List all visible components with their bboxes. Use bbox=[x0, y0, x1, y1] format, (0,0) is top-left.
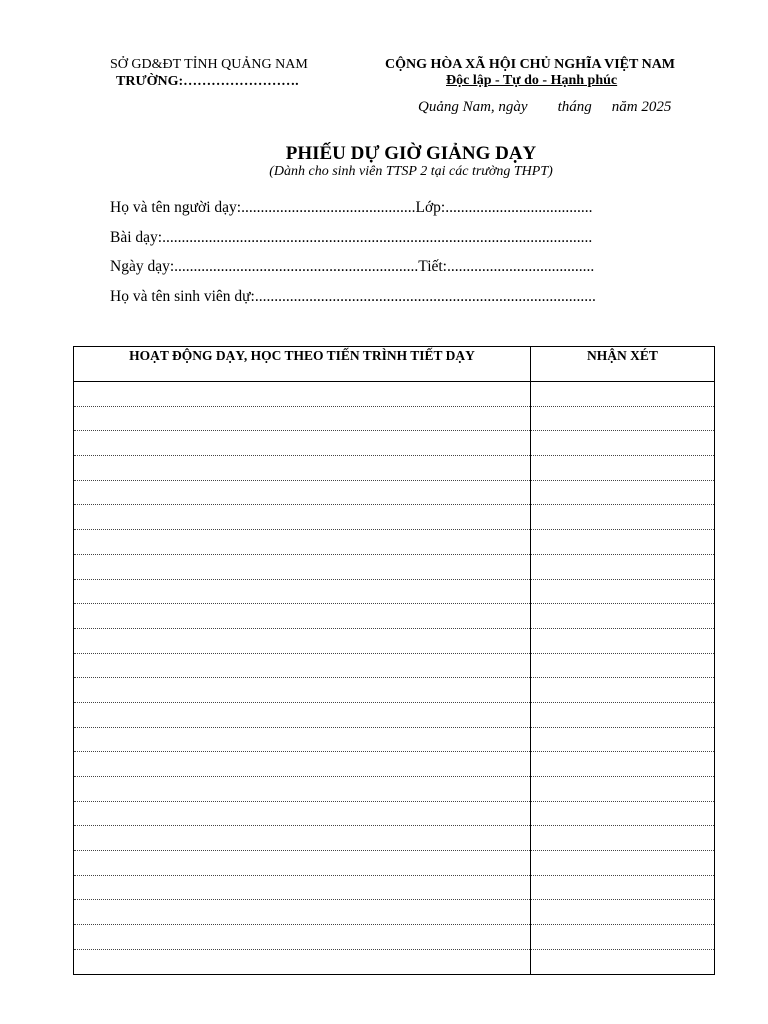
table-row bbox=[74, 777, 715, 802]
national-motto: Độc lập - Tự do - Hạnh phúc bbox=[446, 73, 618, 88]
comment-cell[interactable] bbox=[531, 826, 715, 851]
form-subtitle: (Dành cho sinh viên TTSP 2 tại các trường THPT) bbox=[269, 164, 553, 179]
date-line bbox=[418, 99, 671, 116]
activity-cell[interactable] bbox=[74, 505, 531, 530]
comment-cell[interactable] bbox=[531, 406, 715, 431]
period-field: Tiết:...................................... bbox=[418, 258, 595, 275]
table-header-row bbox=[74, 347, 715, 382]
comment-cell[interactable] bbox=[531, 900, 715, 925]
activity-cell[interactable] bbox=[74, 826, 531, 851]
table-row bbox=[74, 875, 715, 900]
table-row bbox=[74, 406, 715, 431]
activity-cell[interactable] bbox=[74, 653, 531, 678]
comment-cell[interactable] bbox=[531, 456, 715, 481]
table-row bbox=[74, 579, 715, 604]
table-row bbox=[74, 653, 715, 678]
table-row bbox=[74, 925, 715, 950]
date-field: Ngày dạy:............................................................... bbox=[110, 258, 419, 275]
nation-heading: CỘNG HÒA XÃ HỘI CHỦ NGHĨA VIỆT NAM bbox=[385, 57, 676, 72]
activity-cell[interactable] bbox=[74, 406, 531, 431]
teacher-field: Họ và tên người dạy:............................................. bbox=[110, 199, 416, 216]
activity-cell[interactable] bbox=[74, 604, 531, 629]
comment-cell[interactable] bbox=[531, 604, 715, 629]
comment-cell[interactable] bbox=[531, 801, 715, 826]
table-row bbox=[74, 727, 715, 752]
comment-cell[interactable] bbox=[531, 579, 715, 604]
activity-cell[interactable] bbox=[74, 382, 531, 407]
activity-cell[interactable] bbox=[74, 431, 531, 456]
comment-cell[interactable] bbox=[531, 530, 715, 555]
table-row bbox=[74, 752, 715, 777]
date-month: tháng bbox=[557, 99, 592, 115]
table-row bbox=[74, 431, 715, 456]
table-row bbox=[74, 554, 715, 579]
lesson-field: Bài dạy:............................................................................................................... bbox=[110, 229, 593, 246]
activity-cell[interactable] bbox=[74, 678, 531, 703]
comment-cell[interactable] bbox=[531, 505, 715, 530]
comment-cell[interactable] bbox=[531, 554, 715, 579]
activity-cell[interactable] bbox=[74, 628, 531, 653]
activity-cell[interactable] bbox=[74, 851, 531, 876]
table-row bbox=[74, 900, 715, 925]
table-row bbox=[74, 851, 715, 876]
school-label: TRƯỜNG: bbox=[116, 74, 184, 89]
comment-cell[interactable] bbox=[531, 727, 715, 752]
comment-cell[interactable] bbox=[531, 480, 715, 505]
school-name-line bbox=[116, 74, 299, 90]
date-year: năm 2025 bbox=[611, 99, 672, 115]
comments-column-header: NHẬN XÉT bbox=[531, 347, 715, 382]
teacher-class-line bbox=[110, 199, 678, 217]
activity-cell[interactable] bbox=[74, 480, 531, 505]
table-row bbox=[74, 801, 715, 826]
comment-cell[interactable] bbox=[531, 875, 715, 900]
observation-table bbox=[73, 346, 715, 975]
activity-cell[interactable] bbox=[74, 579, 531, 604]
department-name: SỞ GD&ĐT TỈNH QUẢNG NAM bbox=[110, 57, 308, 72]
table-row bbox=[74, 949, 715, 974]
activity-cell[interactable] bbox=[74, 777, 531, 802]
school-blank: ……………………. bbox=[183, 74, 299, 89]
table-row bbox=[74, 480, 715, 505]
comment-cell[interactable] bbox=[531, 949, 715, 974]
comment-cell[interactable] bbox=[531, 628, 715, 653]
activity-cell[interactable] bbox=[74, 702, 531, 727]
comment-cell[interactable] bbox=[531, 777, 715, 802]
table-row bbox=[74, 678, 715, 703]
activity-cell[interactable] bbox=[74, 554, 531, 579]
activity-cell[interactable] bbox=[74, 530, 531, 555]
activity-cell[interactable] bbox=[74, 925, 531, 950]
class-field: Lớp:...................................... bbox=[415, 199, 593, 216]
comment-cell[interactable] bbox=[531, 851, 715, 876]
activity-cell[interactable] bbox=[74, 727, 531, 752]
activity-cell[interactable] bbox=[74, 752, 531, 777]
table-row bbox=[74, 382, 715, 407]
activity-cell[interactable] bbox=[74, 949, 531, 974]
comment-cell[interactable] bbox=[531, 653, 715, 678]
comment-cell[interactable] bbox=[531, 431, 715, 456]
date-period-line bbox=[110, 258, 678, 276]
table-row bbox=[74, 530, 715, 555]
table-body bbox=[74, 382, 715, 975]
table-row bbox=[74, 826, 715, 851]
table-row bbox=[74, 604, 715, 629]
table-row bbox=[74, 456, 715, 481]
table-row bbox=[74, 702, 715, 727]
comment-cell[interactable] bbox=[531, 382, 715, 407]
activity-cell[interactable] bbox=[74, 456, 531, 481]
table-row bbox=[74, 628, 715, 653]
comment-cell[interactable] bbox=[531, 702, 715, 727]
date-place: Quảng Nam, ngày bbox=[418, 99, 528, 115]
activity-cell[interactable] bbox=[74, 801, 531, 826]
activity-cell[interactable] bbox=[74, 875, 531, 900]
comment-cell[interactable] bbox=[531, 678, 715, 703]
form-title: PHIẾU DỰ GIỜ GIẢNG DẠY bbox=[285, 143, 537, 164]
activities-column-header: HOẠT ĐỘNG DẠY, HỌC THEO TIẾN TRÌNH TIẾT DẠY bbox=[74, 347, 531, 382]
table-row bbox=[74, 505, 715, 530]
comment-cell[interactable] bbox=[531, 752, 715, 777]
student-field: Họ và tên sinh viên dự:........................................................................................ bbox=[110, 288, 596, 305]
comment-cell[interactable] bbox=[531, 925, 715, 950]
activity-cell[interactable] bbox=[74, 900, 531, 925]
